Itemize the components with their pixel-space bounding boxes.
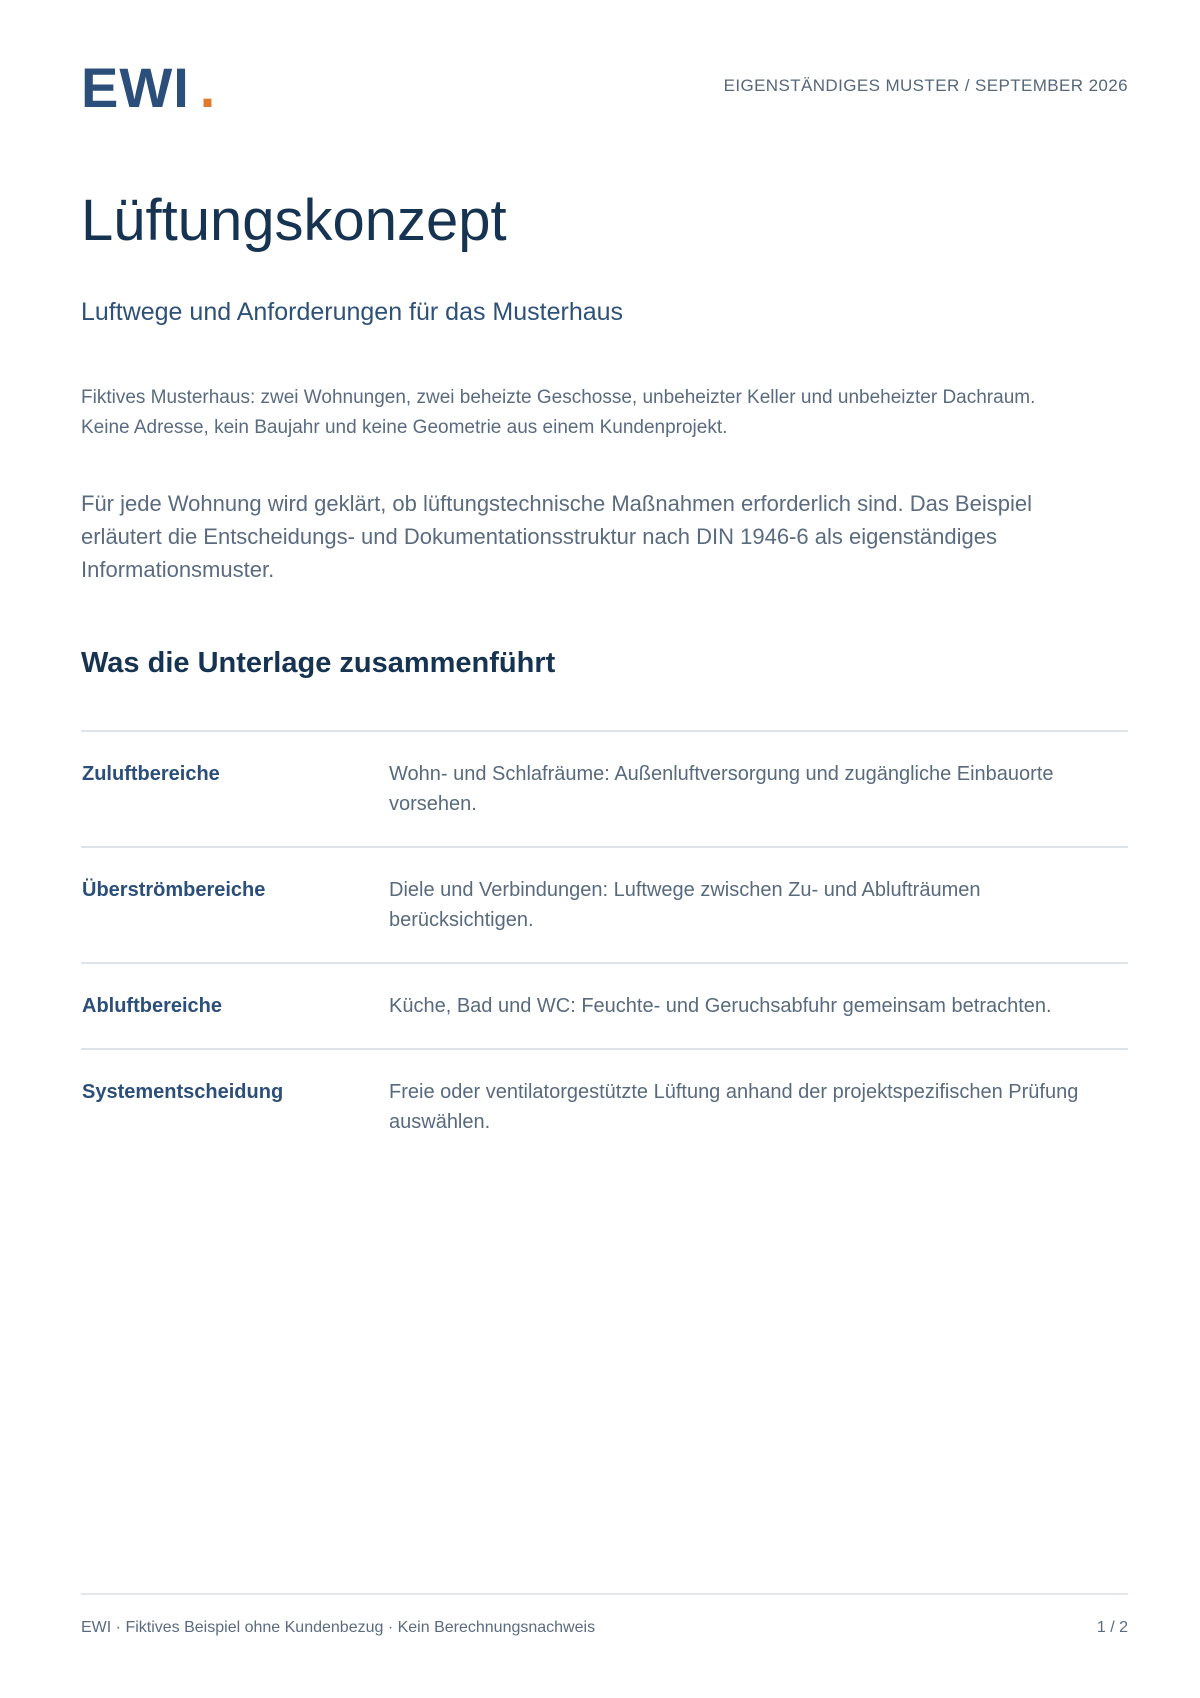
row-description <box>388 731 1128 847</box>
logo-text: EWI <box>81 56 190 119</box>
intro-note <box>81 383 1131 443</box>
row-description-line: Diele und Verbindungen: Luftwege zwischen Zu- und Ablufträumen <box>389 879 981 901</box>
row-description-line: Freie oder ventilatorgestützte Lüftung anhand der projektspezifischen Prüfung <box>389 1081 1079 1103</box>
table-row <box>81 963 1128 1049</box>
row-description <box>388 1049 1128 1164</box>
row-term: Überströmbereiche <box>81 847 388 963</box>
table-row <box>81 731 1128 847</box>
row-term: Zuluftbereiche <box>81 731 388 847</box>
definition-table <box>81 730 1128 1164</box>
row-description-line: Wohn- und Schlafräume: Außenluftversorgung und zugängliche Einbauorte <box>389 763 1054 785</box>
document-page <box>81 0 1128 1698</box>
page-header <box>81 58 1128 118</box>
row-description-line: auswählen. <box>389 1111 491 1133</box>
intro-note-line: Keine Adresse, kein Baujahr und keine Geometrie aus einem Kundenprojekt. <box>81 417 728 438</box>
row-term: Abluftbereiche <box>81 963 388 1049</box>
intro-paragraph-line: Informationsmuster. <box>81 557 275 582</box>
logo-dot: . <box>199 56 217 119</box>
page-number: 1 / 2 <box>1096 1619 1128 1636</box>
intro-paragraph-line: Für jede Wohnung wird geklärt, ob lüftungstechnische Maßnahmen erforderlich sind. Das Beispiel <box>81 491 1032 516</box>
footer-note: EWI · Fiktives Beispiel ohne Kundenbezug · Kein Berechnungsnachweis <box>81 1619 596 1636</box>
row-description <box>388 847 1128 963</box>
intro-note-line: Fiktives Musterhaus: zwei Wohnungen, zwei beheizte Geschosse, unbeheizter Keller und unbeheizter Dachraum. <box>81 387 1036 408</box>
page-title: Lüftungskonzept <box>81 188 507 253</box>
row-description <box>388 963 1128 1049</box>
row-description-line: Küche, Bad und WC: Feuchte- und Geruchsabfuhr gemeinsam betrachten. <box>389 995 1052 1017</box>
row-term: Systementscheidung <box>82 1081 284 1103</box>
table-row <box>81 847 1128 963</box>
footer-divider <box>81 1593 1128 1595</box>
section-heading: Was die Unterlage zusammenführt <box>81 647 556 679</box>
intro-paragraph-line: erläutert die Entscheidungs- und Dokumentationsstruktur nach DIN 1946-6 als eigenständiges <box>81 524 997 549</box>
row-description-line: berücksichtigen. <box>389 909 534 931</box>
ewi-logo <box>81 58 216 118</box>
page-subtitle: Luftwege und Anforderungen für das Musterhaus <box>81 298 624 326</box>
table-row <box>81 1049 1128 1164</box>
header-meta: EIGENSTÄNDIGES MUSTER / SEPTEMBER 2026 <box>723 76 1128 95</box>
intro-paragraph <box>81 487 1128 586</box>
row-description-line: vorsehen. <box>389 793 477 815</box>
